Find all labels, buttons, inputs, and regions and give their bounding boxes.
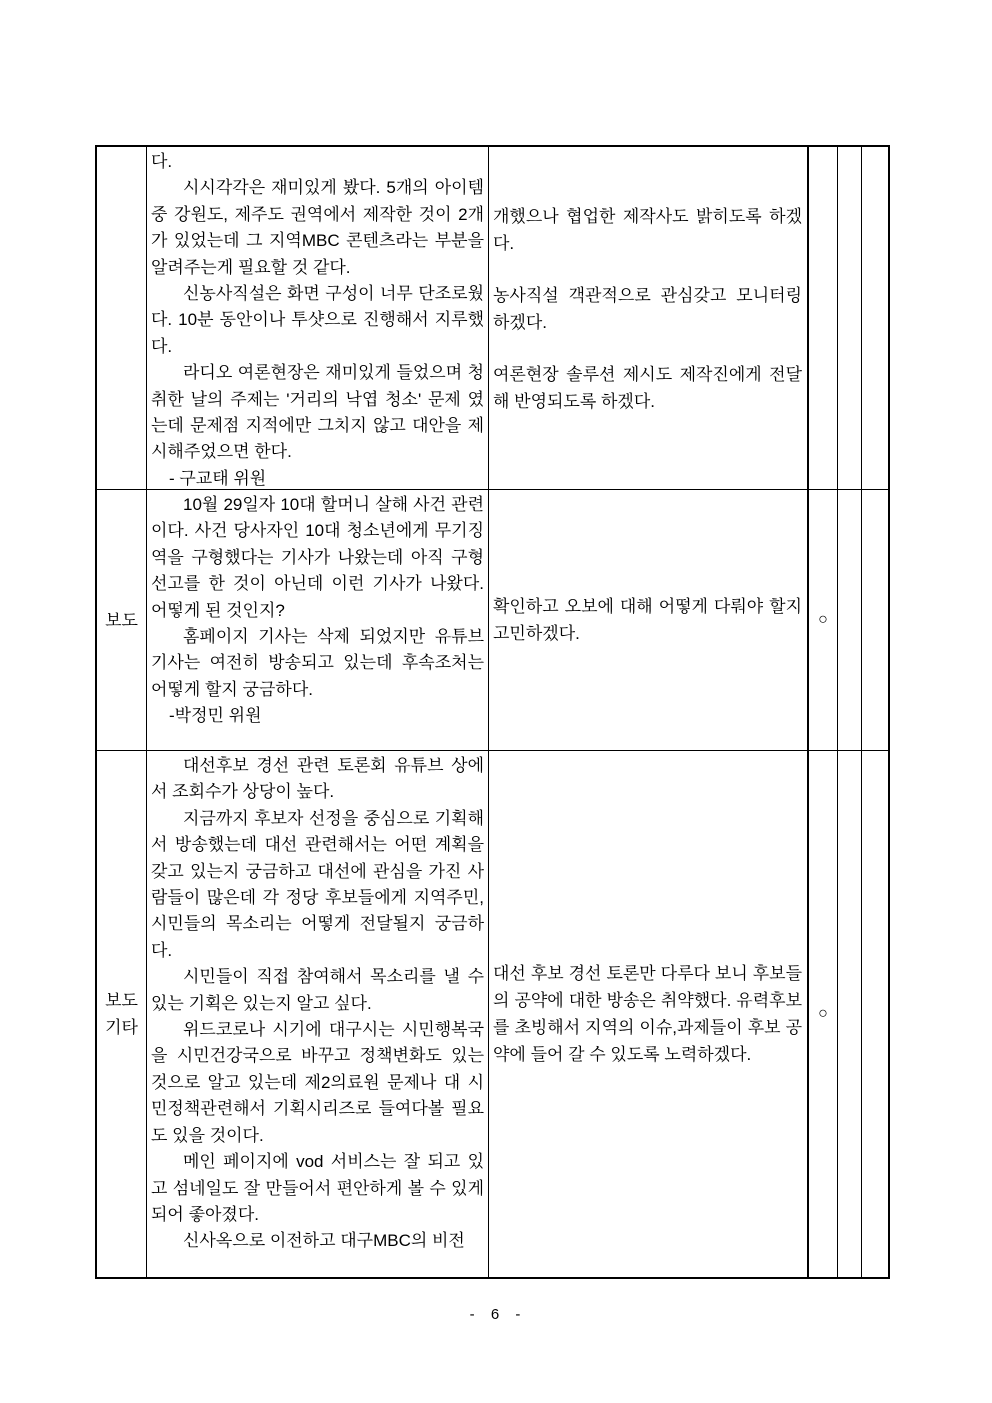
response-paragraph: 대선 후보 경선 토론만 다루다 보니 후보들의 공약에 대한 방송은 취약했다. 유력후보를 초빙해서 지역의 이슈,과제들이 후보 공약에 들어 갈 수 있도록 노력하겠다. xyxy=(493,964,802,1064)
check-mark-cell xyxy=(838,751,862,1277)
check-mark-cell xyxy=(862,490,888,751)
opinion-paragraph: 메인 페이지에 vod 서비스는 잘 되고 있고 섬네일도 잘 만들어서 편안하게 볼 수 있게 되어 좋아졌다. xyxy=(151,1152,484,1224)
opinion-paragraph: 10월 29일자 10대 할머니 살해 사건 관련이다. 사건 당사자인 10대 청소년에게 무기징역을 구형했다는 기사가 나왔는데 아직 구형선고를 한 것이 아닌데 이런 기사가 나왔다. 어떻게 된 것인지? xyxy=(151,495,484,620)
category-cell xyxy=(97,751,147,1277)
check-mark-cell xyxy=(809,490,838,751)
response-paragraph: 개했으나 협업한 제작사도 밝히도록 하겠다. xyxy=(493,207,802,253)
response-cell xyxy=(489,751,809,1277)
opinion-paragraph: 시민들이 직접 참여해서 목소리를 낼 수 있는 기획은 있는지 알고 싶다. xyxy=(151,967,484,1013)
opinion-cell xyxy=(147,751,489,1277)
category-label: 보도 xyxy=(105,610,138,630)
committee-member-signature: -박정민 위원 xyxy=(169,706,262,726)
response-cell xyxy=(489,490,809,751)
check-mark-cell xyxy=(838,147,862,490)
opinion-paragraph: 신농사직설은 화면 구성이 너무 단조로웠다. 10분 동안이나 투샷으로 진행해서 지루했다. xyxy=(151,284,484,356)
page-number: - 6 - xyxy=(469,1306,523,1323)
opinion-paragraph: 다. xyxy=(151,152,173,171)
opinion-paragraph: 대선후보 경선 관련 토론회 유튜브 상에서 조회수가 상당이 높다. xyxy=(151,756,484,802)
opinion-paragraph: 신사옥으로 이전하고 대구MBC의 비전 xyxy=(183,1231,465,1251)
opinion-paragraph: 라디오 여론현장은 재미있게 들었으며 청취한 날의 주제는 '거리의 낙엽 청소' 문제 였는데 문제점 지적에만 그치지 않고 대안을 제시해주었으면 한다. xyxy=(151,363,484,462)
check-mark-cell xyxy=(862,751,888,1277)
opinion-cell xyxy=(147,147,489,490)
opinion-paragraph: 홈페이지 기사는 삭제 되었지만 유튜브 기사는 여전히 방송되고 있는데 후속조처는 어떻게 할지 궁금하다. xyxy=(151,627,484,699)
check-mark-cell xyxy=(838,490,862,751)
check-mark-cell xyxy=(862,147,888,490)
category-label: 기타 xyxy=(105,1018,138,1037)
opinion-paragraph: 위드코로나 시기에 대구시는 시민행복국을 시민건강국으로 바꾸고 정책변화도 있는 것으로 알고 있는데 제2의료원 문제나 대 시민정책관련해서 기획시리즈로 들여다볼 필요도 있을 것이다. xyxy=(151,1020,484,1145)
opinion-paragraph: 시시각각은 재미있게 봤다. 5개의 아이템 중 강원도, 제주도 권역에서 제작한 것이 2개가 있었는데 그 지역MBC 콘텐츠라는 부분을 알려주는게 필요할 것 같다. xyxy=(151,178,484,277)
response-paragraph: 확인하고 오보에 대해 어떻게 다뤄야 할지 고민하겠다. xyxy=(493,597,802,643)
opinion-paragraph: 지금까지 후보자 선정을 중심으로 기획해서 방송했는데 대선 관련해서는 어떤 계획을 갖고 있는지 궁금하고 대선에 관심을 가진 사람들이 많은데 각 정당 후보들에게 지역주민, 시민들의 목소리는 어떻게 전달될지 궁금하다. xyxy=(151,808,484,960)
circle-mark: ○ xyxy=(818,1005,828,1022)
category-cell xyxy=(97,147,147,490)
review-table xyxy=(95,145,890,1279)
response-paragraph: 여론현장 솔루션 제시도 제작진에게 전달해 반영되도록 하겠다. xyxy=(493,365,802,411)
committee-member-signature: - 구교태 위원 xyxy=(169,468,267,488)
category-cell xyxy=(97,490,147,751)
check-mark-cell xyxy=(809,147,838,490)
opinion-cell xyxy=(147,490,489,751)
response-cell xyxy=(489,147,809,490)
category-label: 보도 xyxy=(105,991,138,1010)
circle-mark: ○ xyxy=(818,611,828,628)
check-mark-cell xyxy=(809,751,838,1277)
response-paragraph: 농사직설 객관적으로 관심갖고 모니터링하겠다. xyxy=(493,286,802,332)
